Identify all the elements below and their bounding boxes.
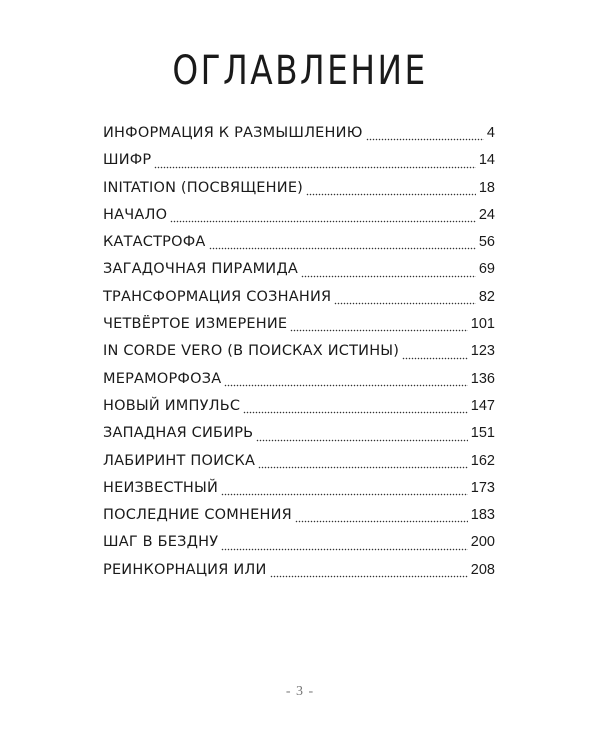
toc-entry-page: 4: [486, 125, 495, 141]
toc-entry: [103, 256, 495, 283]
toc-entry-page: 208: [470, 561, 495, 578]
dot-leader: [170, 209, 476, 223]
toc-entry: [103, 529, 495, 556]
toc-entry-page: 56: [478, 234, 495, 251]
dot-leader: [290, 318, 468, 332]
toc-entry: [103, 338, 495, 365]
toc-entry-page: 147: [470, 397, 495, 414]
dot-leader: [295, 509, 468, 523]
dot-leader: [209, 236, 476, 250]
toc-entry-page: 18: [478, 179, 495, 196]
toc-entry: [103, 393, 495, 420]
toc-entry-page: 151: [470, 425, 495, 442]
toc-entry-page: 101: [470, 316, 495, 333]
dot-leader: [224, 373, 467, 387]
toc-entry-title: ШАГ В БЕЗДНУ: [103, 534, 219, 551]
toc-entry-title: ПОСЛЕДНИЕ СОМНЕНИЯ: [103, 507, 292, 524]
toc-entry: [103, 284, 495, 311]
toc-entry-title: ЛАБИРИНТ ПОИСКА: [103, 452, 256, 469]
toc-entry: [103, 366, 495, 393]
toc-entry-title: ЧЕТВЁРТОЕ ИЗМЕРЕНИЕ: [103, 316, 288, 333]
toc-entry: [103, 502, 495, 529]
toc-entry-page: 200: [470, 534, 495, 551]
toc-entry-title: INITATION (ПОСВЯЩЕНИЕ): [103, 179, 304, 196]
dot-leader: [154, 155, 475, 169]
toc-entry: [103, 175, 495, 202]
toc-entry-title: РЕИНКОРНАЦИЯ ИЛИ: [103, 561, 267, 578]
toc-entry-page: 24: [478, 206, 495, 223]
dot-leader: [258, 455, 468, 469]
toc-entry-title: ИНФОРМАЦИЯ К РАЗМЫШЛЕНИЮ: [103, 125, 363, 141]
toc-entry-title: ШИФР: [103, 152, 152, 169]
toc-entry-title: НОВЫЙ ИМПУЛЬС: [103, 397, 241, 414]
dot-leader: [334, 291, 476, 305]
toc-entry-title: НАЧАЛО: [103, 206, 168, 223]
toc-entry: [103, 448, 495, 475]
dot-leader: [366, 127, 484, 141]
toc-entry: [103, 420, 495, 447]
toc-entry-page: 69: [478, 261, 495, 278]
toc-entry-title: ЗАПАДНАЯ СИБИРЬ: [103, 425, 254, 442]
toc-entry-page: 136: [470, 370, 495, 387]
toc-entry-page: 14: [478, 152, 495, 169]
dot-leader: [402, 346, 468, 360]
toc-entry-title: ЗАГАДОЧНАЯ ПИРАМИДА: [103, 261, 298, 278]
toc-entry-title: КАТАСТРОФА: [103, 234, 206, 251]
dot-leader: [301, 264, 476, 278]
dot-leader: [270, 564, 468, 578]
toc-entry-title: НЕИЗВЕСТНЫЙ: [103, 479, 219, 496]
toc-entry-page: 183: [470, 507, 495, 524]
dot-leader: [306, 182, 476, 196]
toc-entry-title: ТРАНСФОРМАЦИЯ СОЗНАНИЯ: [103, 288, 332, 305]
toc-entry: [103, 147, 495, 174]
dot-leader: [243, 400, 468, 414]
dot-leader: [256, 428, 467, 442]
dot-leader: [221, 537, 467, 551]
toc-entry-page: 162: [470, 452, 495, 469]
toc-entry-page: 123: [470, 343, 495, 360]
toc-entry-page: 82: [478, 288, 495, 305]
toc-entry: [103, 311, 495, 338]
toc-entry-page: 173: [470, 479, 495, 496]
toc-entry: [103, 120, 495, 147]
toc-entry: [103, 202, 495, 229]
toc-entry-title: МЕРАМОРФОЗА: [103, 370, 222, 387]
page-title: ОГЛАВЛЕНИЕ: [172, 48, 428, 94]
page-number: - 3 -: [285, 684, 315, 699]
toc-entry-title: IN CORDE VERO (В ПОИСКАХ ИСТИНЫ): [103, 343, 400, 360]
table-of-contents: [103, 120, 495, 584]
dot-leader: [221, 482, 468, 496]
toc-entry: [103, 557, 495, 584]
toc-entry: [103, 229, 495, 256]
toc-entry: [103, 475, 495, 502]
